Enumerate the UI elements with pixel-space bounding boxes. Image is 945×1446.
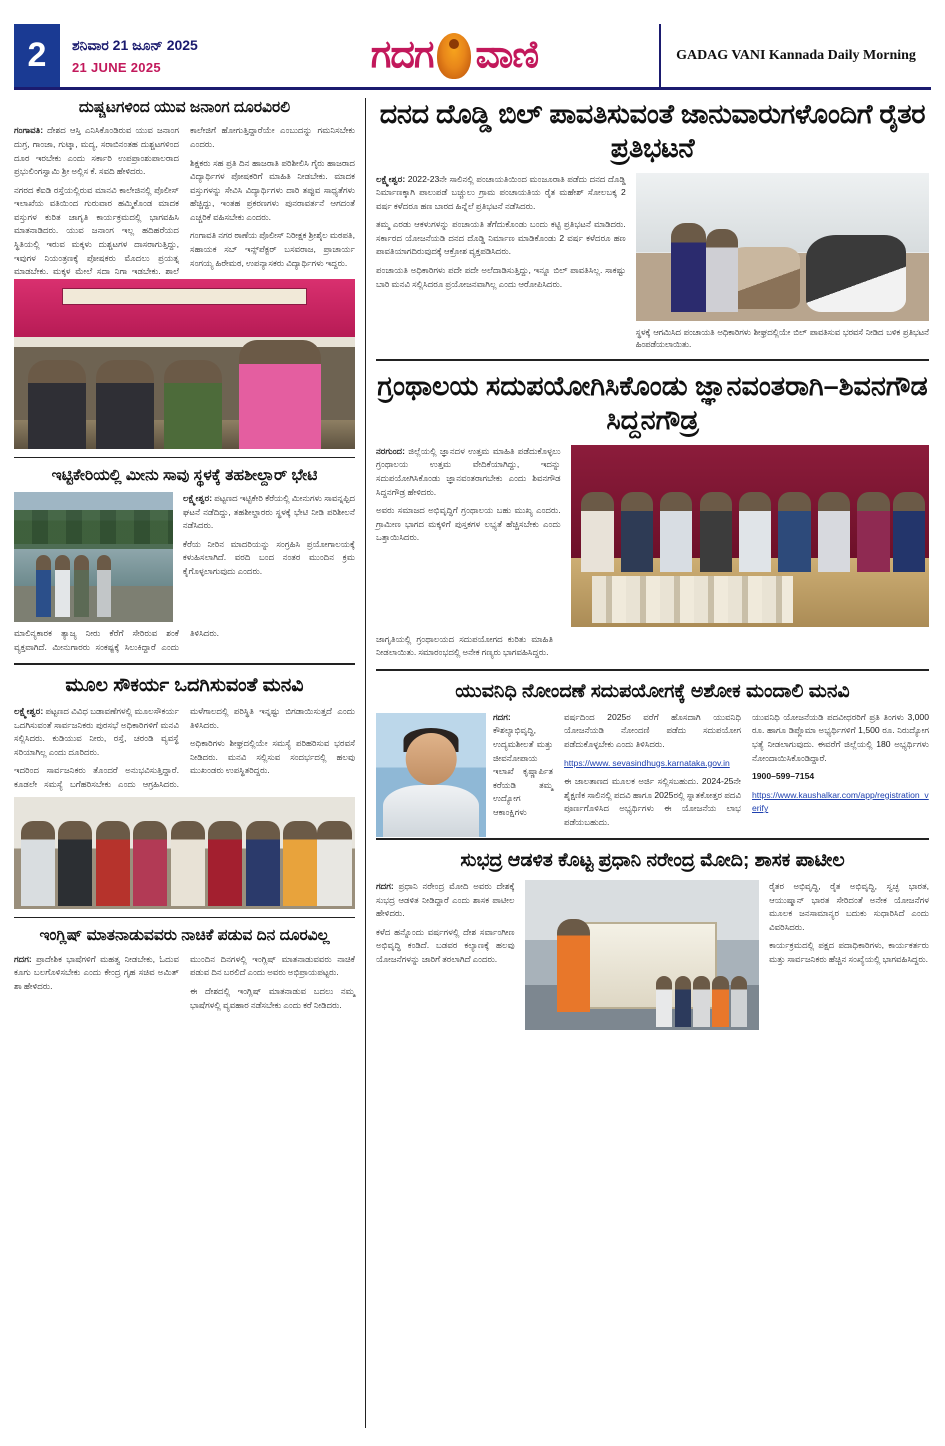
caption-library-block: [376, 633, 929, 660]
library-layout: [376, 445, 929, 627]
page-content: [14, 98, 931, 1428]
para-1: ಪಟ್ಟಣದ ಇಟ್ಟಿಕೇರಿ ಕೆರೆಯಲ್ಲಿ ಮೀನುಗಳು ಸಾವನ್ನಪ್ಪಿದ ಘಟನೆ ನಡೆದಿದ್ದು, ತಹಶೀಲ್ದಾರರು ಸ್ಥಳಕ್ಕೆ ಭೇಟಿ ನೀಡಿ ಪರಿಶೀಲನೆ ನಡೆಸಿದರು.: [182, 493, 356, 531]
para-3: ಮಾಲಿನ್ಯಕಾರಕ ತ್ಯಾಜ್ಯ ನೀರು ಕೆರೆಗೆ ಸೇರಿರುವ ಶಂಕೆ ವ್ಯಕ್ತವಾಗಿದೆ. ಮೀನುಗಾರರು ಸಂಕಷ್ಟಕ್ಕೆ ಸಿಲುಕಿದ್ದಾರೆ ಎಂದು ತಿಳಿಸಿದರು.: [14, 628, 220, 652]
photo-ashok-mandali: [376, 713, 486, 837]
headline-cattle-protest: ದನದ ದೊಡ್ಡಿ ಬಿಲ್ ಪಾವತಿಸುವಂತೆ ಜಾನುವಾರುಗಳೊಂದಿಗೆ ರೈತರ ಪ್ರತಿಭಟನೆ: [379, 99, 926, 163]
fish-death-layout: [14, 492, 355, 622]
article-modi-praise: [376, 849, 929, 1030]
para-2: ಕೆರೆಯ ನೀರಿನ ಮಾದರಿಯನ್ನು ಸಂಗ್ರಹಿಸಿ ಪ್ರಯೋಗಾಲಯಕ್ಕೆ ಕಳುಹಿಸಲಾಗಿದೆ. ವರದಿ ಬಂದ ನಂತರ ಮುಂದಿನ ಕ್ರಮ ಕೈಗೊಳ್ಳಲಾಗುವುದು ಎಂದರು.: [182, 538, 355, 576]
headline-library: ಗ್ರಂಥಾಲಯ ಸದುಪಯೋಗಿಸಿಕೊಂಡು ಜ್ಞಾನವಂತರಾಗಿ–ಶಿವನಗೌಡ ಸಿದ್ದನಗೌಡ್ರ: [377, 371, 928, 436]
para-3: ಅಧಿಕಾರಿಗಳು ಶೀಘ್ರದಲ್ಲಿಯೇ ಸಮಸ್ಯೆ ಪರಿಹರಿಸುವ ಭರವಸೆ ನೀಡಿದರು. ಮನವಿ ಸಲ್ಲಿಸುವ ಸಂದರ್ಭದಲ್ಲಿ ಹಲವು ಮುಖಂಡರು ಉಪಸ್ಥಿತರಿದ್ದರು.: [190, 738, 355, 776]
para-3: ರೈತರ ಅಭಿವೃದ್ಧಿ, ರೈತ ಅಭಿವೃದ್ಧಿ, ಸ್ವಚ್ಛ ಭಾರತ, ಆಯುಷ್ಮಾನ್ ಭಾರತ ಸೇರಿದಂತೆ ಅನೇಕ ಯೋಜನೆಗಳ ಮೂಲಕ ಜನಸಾಮಾನ್ಯರ ಬದುಕು ಸುಧಾರಿಸಿದೆ ಎಂದು ವಿವರಿಸಿದರು.: [769, 881, 930, 932]
dateline-english-day: ಗದಗ:: [14, 953, 32, 964]
para-1: 2022-23ನೇ ಸಾಲಿನಲ್ಲಿ ಪಂಚಾಯತಿಯಿಂದ ಮಂಜೂರಾತಿ ಪಡೆದು ದನದ ದೊಡ್ಡಿ ನಿರ್ಮಾಣಕ್ಕಾಗಿ ಪಾಲುಪಡೆ ಬಚ್ಚುಲು ಗ್ರಾಮ ಪಂಚಾಯತಿಯ ರೈತ ಮಹೇಶ್ ಸೋಲಬಕ್ಕ 2 ವರ್ಷ ಕಳೆದರೂ ಹಣ ಬಾರದ ಹಿನ್ನೆಲೆ ಪ್ರತಿಭಟನೆ ನಡೆಸಿದರು.: [376, 173, 626, 211]
para-4: ಗಂಗಾವತಿ ನಗರ ಠಾಣೆಯ ಪೊಲೀಸ್ ನಿರೀಕ್ಷಕ ಶ್ರೀಶೈಲ ಮಠಪತಿ, ಸಹಾಯಕ ಸಬ್ ಇನ್ಸ್‌ಪೆಕ್ಟರ್ ಬಸವರಾಜ, ಪ್ರಾಚಾರ್ಯ ಸಂಗಯ್ಯ ಹಿರೇಮಠ, ಉಪನ್ಯಾಸಕರು ವಿದ್ಯಾರ್ಥಿಗಳು ಇದ್ದರು.: [190, 230, 355, 268]
article-english-day: [14, 926, 355, 1012]
flame-emblem-icon: [437, 33, 471, 79]
body-modi-left: [376, 880, 515, 1030]
para-2: ಅವರು ಸಮಾಜದ ಅಭಿವೃದ್ಧಿಗೆ ಗ್ರಂಥಾಲಯ ಬಹು ಮುಖ್ಯ ಎಂದರು. ಗ್ರಾಮೀಣ ಭಾಗದ ಮಕ್ಕಳಿಗೆ ಪುಸ್ತಕಗಳ ಲಭ್ಯತೆ ಹೆಚ್ಚಿಸಬೇಕು ಎಂದು ಒತ್ತಾಯಿಸಿದರು.: [376, 505, 561, 543]
headline-fish-death: ಇಟ್ಟಿಕೇರಿಯಲ್ಲಿ ಮೀನು ಸಾವು ಸ್ಥಳಕ್ಕೆ ತಹಶೀಲ್ದಾರ್ ಭೇಟಿ: [51, 466, 318, 484]
para-1: ಜಿಲ್ಲೆಯಲ್ಲಿ ಜ್ಞಾನದಳ ಉತ್ತಮ ಮಾಹಿತಿ ಪಡೆದುಕೊಳ್ಳಲು ಗ್ರಂಥಾಲಯ ಉತ್ತಮ ವೇದಿಕೆಯಾಗಿದ್ದು, ಇದನ್ನು ಸದುಪಯೋಗಿಸಿಕೊಂಡು ಜ್ಞಾನವಂತರಾಗಬೇಕು ಎಂದು ಶಿವನಗೌಡ ಸಿದ್ದನಗೌಡ್ರ ಹೇಳಿದರು.: [376, 445, 561, 497]
para-2: ಕಳೆದ ಹನ್ನೊಂದು ವರ್ಷಗಳಲ್ಲಿ ದೇಶ ಸರ್ವಾಂಗೀಣ ಅಭಿವೃದ್ಧಿ ಕಂಡಿದೆ. ಬಡವರ ಕಲ್ಯಾಣಕ್ಕೆ ಹಲವು ಯೋಜನೆಗಳನ್ನು ಜಾರಿಗೆ ತರಲಾಗಿದೆ ಎಂದರು.: [376, 926, 515, 965]
modi-layout: [376, 880, 929, 1030]
photo-memorandum-group: [14, 797, 355, 909]
para-2: ಮುಂದಿನ ದಿನಗಳಲ್ಲಿ ಇಂಗ್ಲಿಷ್ ಮಾತನಾಡುವವರು ನಾಚಿಕೆ ಪಡುವ ದಿನ ಬರಲಿದೆ ಎಂದು ಅವರು ಅಭಿಪ್ರಾಯಪಟ್ಟರು.: [190, 953, 355, 978]
dateline-yuvanidhi: ಗದಗ:: [493, 711, 511, 722]
headline-english-day: ಇಂಗ್ಲಿಷ್ ಮಾತನಾಡುವವರು ನಾಚಿಕೆ ಪಡುವ ದಿನ ದೂರವಿಲ್ಲ: [39, 927, 330, 945]
para-2: ನಗರದ ಕೆಐಡಿ ರಸ್ತೆಯಲ್ಲಿರುವ ಮಾನವಿ ಕಾಲೇಜಿನಲ್ಲಿ ಪೊಲೀಸ್ ಇಲಾಖೆಯ ವತಿಯಿಂದ ಗುರುವಾರ ಹಮ್ಮಿಕೊಂಡ ಮಾದಕ ವಸ್ತುಗಳ ಕುರಿತ ಜಾಗೃತಿ ಕಾರ್ಯಕ್ರಮದಲ್ಲಿ ಭಾಗವಹಿಸಿ ಮಾತನಾಡಿದರು. ಯುವ ಜನಾಂಗ ಇಲ್ಲ ಹದಿಹರೆಯದ ಸ್ಥಿತಿಯಲ್ಲಿ ಇರುವ ಮಕ್ಕಳು ದುಶ್ಚಟಗಳ ದಾಸರಾಗುತ್ತಿದ್ದು, ಇವುಗಳ ನಿಯಂತ್ರಣಕ್ಕೆ ಪೋಷಕರು ಮೊದಲು ಪ್ರಯತ್ನ ಮಾಡಬೇಕು. ಮಕ್ಕಳ ಮೇಲೆ ಸದಾ ನಿಗಾ ಇಡಬೇಕು. ಶಾಲೆ ಕಾಲೇಜಿಗೆ ಹೋಗುತ್ತಿದ್ದಾರೆಯೇ ಎಂಬುದನ್ನು ಗಮನಿಸಬೇಕು ಎಂದರು.: [14, 125, 355, 277]
body-cattle-protest: [376, 173, 626, 351]
yuvanidhi-helpline: 1900–599–7154: [752, 771, 815, 782]
article-cattle-protest: [376, 98, 929, 350]
page-number: 2: [14, 24, 60, 87]
para-1: ದೇಶದ ಆಸ್ತಿ ಎನಿಸಿಕೊಂಡಿರುವ ಯುವ ಜನಾಂಗ ದುಗ್ರ, ಗಾಂಜಾ, ಗುಟ್ಕಾ, ಮದ್ಯ, ಸರಾಬಿನಂತಹ ದುಶ್ಚಟಗಳಿಂದ ದೂರ ಇರಬೇಕು ಎಂದು ಸರ್ಕಾರಿ ಉಪಪ್ರಾಂಶುಪಾಲರಾದ ಪ್ರಭುಲಿಂಗಸ್ವಾಮಿ ಶ್ರೀ ಅಲ್ಲಿಸ ಕೆ. ಸವದಿ ಹೇಳಿದರು.: [14, 125, 180, 177]
para-3: ಶಿಕ್ಷಕರು ಸಹ ಪ್ರತಿ ದಿನ ಹಾಜರಾತಿ ಪರಿಶೀಲಿಸಿ ಗೈರು ಹಾಜರಾದ ವಿದ್ಯಾರ್ಥಿಗಳ ಪೋಷಕರಿಗೆ ಮಾಹಿತಿ ನೀಡಬೇಕು. ಮಾದಕ ವಸ್ತುಗಳನ್ನು ಸೇವಿಸಿ ವಿದ್ಯಾರ್ಥಿಗಳು ದಾರಿ ತಪ್ಪುವ ಸಾಧ್ಯತೆಗಳು ಹೆಚ್ಚಿದ್ದು, ಇಂತಹ ಪ್ರಕರಣಗಳು ಪುನರಾವರ್ತನೆ ಆಗದಂತೆ ಎಚ್ಚರಿಕೆ ವಹಿಸಬೇಕು ಎಂದರು.: [190, 157, 355, 222]
cattle-layout: [376, 173, 929, 351]
masthead: [14, 24, 931, 90]
dateline-infra-request: ಲಕ್ಷ್ಮೇಶ್ವರ:: [14, 706, 44, 717]
article-library: [376, 370, 929, 660]
para-2: ಈ ಜಾಲತಾಣದ ಮೂಲಕ ಅರ್ಜಿ ಸಲ್ಲಿಸಬಹುದು. 2024-25ನೇ ಶೈಕ್ಷಣಿಕ ಸಾಲಿನಲ್ಲಿ ಪದವಿ ಹಾಗೂ 2025ರಲ್ಲಿ ಸ್ನಾತಕೋತ್ತರ ಪದವಿ ಪೂರ್ಣಗೊಳಿಸಿದ ಅಭ್ಯರ್ಥಿಗಳು ಈ ಯೋಜನೆಯ ಲಾಭ ಪಡೆಯಬಹುದು.: [564, 776, 741, 827]
caption-library: ಜಾಗೃತಿಯಲ್ಲಿ ಗ್ರಂಥಾಲಯದ ಸದುಪಯೋಗದ ಕುರಿತು ಮಾಹಿತಿ ನೀಡಲಾಯಿತು. ಸಮಾರಂಭದಲ್ಲಿ ಅನೇಕ ಗಣ್ಯರು ಭಾಗವಹಿಸಿದ್ದರು.: [376, 633, 553, 658]
para-3: ಯುವನಿಧಿ ಯೋಜನೆಯಡಿ ಪದವೀಧರರಿಗೆ ಪ್ರತಿ ತಿಂಗಳು 3,000 ರೂ. ಹಾಗೂ ಡಿಪ್ಲೊಮಾ ಅಭ್ಯರ್ಥಿಗಳಿಗೆ 1,500 ರೂ. ನಿರುದ್ಯೋಗ ಭತ್ಯೆ ನೀಡಲಾಗುವುದು. ಈವರೆಗೆ ಜಿಲ್ಲೆಯಲ್ಲಿ 180 ಅಭ್ಯರ್ಥಿಗಳು ನೋಂದಾಯಿಸಿಕೊಂಡಿದ್ದಾರೆ.: [752, 711, 929, 763]
article-infra-request: [14, 674, 355, 909]
body-english-day: [14, 953, 355, 1012]
para-1: ಪಟ್ಟಣದ ವಿವಿಧ ಬಡಾವಣೆಗಳಲ್ಲಿ ಮೂಲಸೌಕರ್ಯ ಒದಗಿಸುವಂತೆ ಸಾರ್ವಜನಿಕರು ಪುರಸಭೆ ಅಧಿಕಾರಿಗಳಿಗೆ ಮನವಿ ಸಲ್ಲಿಸಿದರು. ಕುಡಿಯುವ ನೀರು, ರಸ್ತೆ, ಚರಂಡಿ ವ್ಯವಸ್ಥೆ ಸರಿಯಾಗಿಲ್ಲ ಎಂದು ದೂರಿದರು.: [14, 706, 179, 757]
para-2: ತಮ್ಮ ಎರಡು ಆಕಳುಗಳನ್ನು ಪಂಚಾಯತಿ ತೆಗೆದುಕೊಂಡು ಬಂದು ಕಟ್ಟಿ ಪ್ರತಿಭಟನೆ ಮಾಡಿದರು. ಸರ್ಕಾರದ ಯೋಜನೆಯಡಿ ದನದ ದೊಡ್ಡಿ ನಿರ್ಮಾಣ ಮಾಡಿಕೊಂಡು 2 ವರ್ಷ ಕಳೆದರೂ ಹಣ ಪಾವತಿಯಾಗದಿರುವುದಕ್ಕೆ ಆಕ್ರೋಶ ವ್ಯಕ್ತಪಡಿಸಿದರು.: [376, 219, 626, 257]
body-library: [376, 445, 561, 627]
dateline-youth-drugs: ಗಂಗಾವತಿ:: [14, 125, 44, 136]
dateline-library: ನರಗುಂದ:: [376, 445, 405, 456]
body-fish-death: [183, 492, 355, 622]
left-column: [14, 98, 366, 1428]
article-yuvanidhi: [376, 680, 929, 829]
body-yuvanidhi: [376, 711, 929, 830]
photo-lake-inspection: [14, 492, 173, 622]
logo-text-right: ವಾಣಿ: [475, 34, 539, 76]
headline-youth-drugs: ದುಷ್ಚಟಗಳಿಂದ ಯುವ ಜನಾಂಗ ದೂರವಿರಲಿ: [78, 99, 291, 116]
body-modi-right: [769, 880, 929, 1030]
para-1: ಪ್ರಧಾನಿ ನರೇಂದ್ರ ಮೋದಿ ಅವರು ದೇಶಕ್ಕೆ ಸುಭದ್ರ ಆಡಳಿತ ನೀಡಿದ್ದಾರೆ ಎಂದು ಶಾಸಕ ಪಾಟೀಲ ಹೇಳಿದರು.: [376, 881, 515, 919]
tagline-block: [659, 24, 931, 87]
right-column: [366, 98, 929, 1428]
headline-yuvanidhi: ಯುವನಿಧಿ ನೋಂದಣೆ ಸದುಪಯೋಗಕ್ಕೆ ಅಶೋಕ ಮಂದಾಲಿ ಮನವಿ: [455, 681, 850, 703]
para-3: ಪಂಚಾಯತಿ ಅಧಿಕಾರಿಗಳು ಪದೇ ಪದೇ ಅಲೆದಾಡಿಸುತ್ತಿದ್ದು, ಇನ್ನೂ ಬಿಲ್ ಪಾವತಿಸಿಲ್ಲ. ಸಾಕಷ್ಟು ಬಾರಿ ಮನವಿ ಸಲ್ಲಿಸಿದರೂ ಪ್ರಯೋಜನವಾಗಿಲ್ಲ ಎಂದು ಆರೋಪಿಸಿದರು.: [376, 264, 626, 289]
date-english: 21 JUNE 2025: [72, 59, 161, 75]
body-youth-drugs: [14, 124, 355, 278]
tagline: GADAG VANI Kannada Daily Morning: [676, 47, 916, 63]
para-1: ಪ್ರಾದೇಶಿಕ ಭಾಷೆಗಳಿಗೆ ಮಹತ್ವ ನೀಡಬೇಕು, ಓದುವ ಕೂಗು ಬಲಗೊಳಿಸಬೇಕು ಎಂದು ಕೇಂದ್ರ ಗೃಹ ಸಚಿವ ಅಮಿತ್ ಶಾ ಹೇಳಿದರು.: [14, 953, 179, 992]
body-fish-death-cont: [14, 627, 355, 654]
article-youth-drugs: [14, 98, 355, 449]
dateline-cattle-protest: ಲಕ್ಷ್ಮೇಶ್ವರ:: [376, 173, 406, 184]
photo-library-event: [571, 445, 929, 627]
dateline-modi: ಗದಗ:: [376, 881, 394, 892]
caption-cattle-protest: ಸ್ಥಳಕ್ಕೆ ಆಗಮಿಸಿದ ಪಂಚಾಯತಿ ಅಧಿಕಾರಿಗಳು ಶೀಘ್ರದಲ್ಲಿಯೇ ಬಿಲ್ ಪಾವತಿಸುವ ಭರವಸೆ ನೀಡಿದ ಬಳಿಕ ಪ್ರತಿಭಟನೆ ಹಿಂಪಡೆಯಲಾಯಿತು.: [635, 326, 929, 349]
body-infra-request: [14, 705, 355, 791]
dateline-fish-death: ಲಕ್ಷ್ಮೇಶ್ವರ:: [182, 493, 213, 504]
newspaper-logo: [250, 24, 659, 87]
date-block: [60, 24, 250, 87]
photo-modi-event: [525, 880, 760, 1030]
date-kannada: ಶನಿವಾರ 21 ಜೂನ್ 2025: [72, 36, 198, 53]
para-2: ಇದರಿಂದ ಸಾರ್ವಜನಿಕರು ತೊಂದರೆ ಅನುಭವಿಸುತ್ತಿದ್ದಾರೆ. ಕೂಡಲೇ ಸಮಸ್ಯೆ ಬಗೆಹರಿಸಬೇಕು ಎಂದು ಆಗ್ರಹಿಸಿದರು. ಮಳೆಗಾಲದಲ್ಲಿ ಪರಿಸ್ಥಿತಿ ಇನ್ನಷ್ಟು ಬಿಗಡಾಯಿಸುತ್ತದೆ ಎಂದು ತಿಳಿಸಿದರು.: [14, 706, 355, 789]
para-4: ಕಾರ್ಯಕ್ರಮದಲ್ಲಿ ಪಕ್ಷದ ಪದಾಧಿಕಾರಿಗಳು, ಕಾರ್ಯಕರ್ತರು ಮತ್ತು ಸಾರ್ವಜನಿಕರು ಹೆಚ್ಚಿನ ಸಂಖ್ಯೆಯಲ್ಲಿ ಭಾಗವಹಿಸಿದ್ದರು.: [769, 940, 930, 965]
yuvanidhi-registration-link[interactable]: https://www.kaushalkar.com/app/registration_verify: [752, 789, 929, 814]
para-1: ಕೌಶಲ್ಯಾಭಿವೃದ್ಧಿ, ಉದ್ಯಮಶೀಲತೆ ಮತ್ತು ಜೀವನೋಪಾಯ ಇಲಾಖೆ ಕೃಷ್ಣಾರ್ಪಿತ ಕರೆಯಡಿ ತಮ್ಮ ಉದ್ಯೋಗ ಆಕಾಂಕ್ಷಿಗಳು ವರ್ಷದಿಂದ 2025ರ ವರೆಗೆ ಹೊಸದಾಗಿ ಯುವನಿಧಿ ಯೋಜನೆಯಡಿ ನೋಂದಣಿ ಪಡೆದು ಸದುಪಯೋಗ ಪಡೆದುಕೊಳ್ಳಬೇಕು ಎಂದು ತಿಳಿಸಿದರು.: [493, 711, 741, 817]
para-3: ಈ ದೇಶದಲ್ಲಿ ಇಂಗ್ಲಿಷ್ ಮಾತನಾಡುವ ಬದಲು ನಮ್ಮ ಭಾಷೆಗಳಲ್ಲಿ ವ್ಯವಹಾರ ನಡೆಸಬೇಕು ಎಂದು ಕರೆ ನೀಡಿದರು.: [190, 986, 355, 1010]
photo-police-awareness: [14, 279, 355, 449]
headline-infra-request: ಮೂಲ ಸೌಕರ್ಯ ಒದಗಿಸುವಂತೆ ಮನವಿ: [65, 675, 304, 697]
headline-modi-praise: ಸುಭದ್ರ ಆಡಳಿತ ಕೊಟ್ಟ ಪ್ರಧಾನಿ ನರೇಂದ್ರ ಮೋದಿ; ಶಾಸಕ ಪಾಟೀಲ: [460, 850, 845, 872]
logo-text-left: ಗದಗ: [370, 34, 434, 76]
yuvanidhi-website-link[interactable]: https://www. sevasindhugs.karnataka.gov.in: [564, 757, 730, 768]
article-fish-death: [14, 466, 355, 655]
photo-cattle-protest: [636, 173, 929, 321]
